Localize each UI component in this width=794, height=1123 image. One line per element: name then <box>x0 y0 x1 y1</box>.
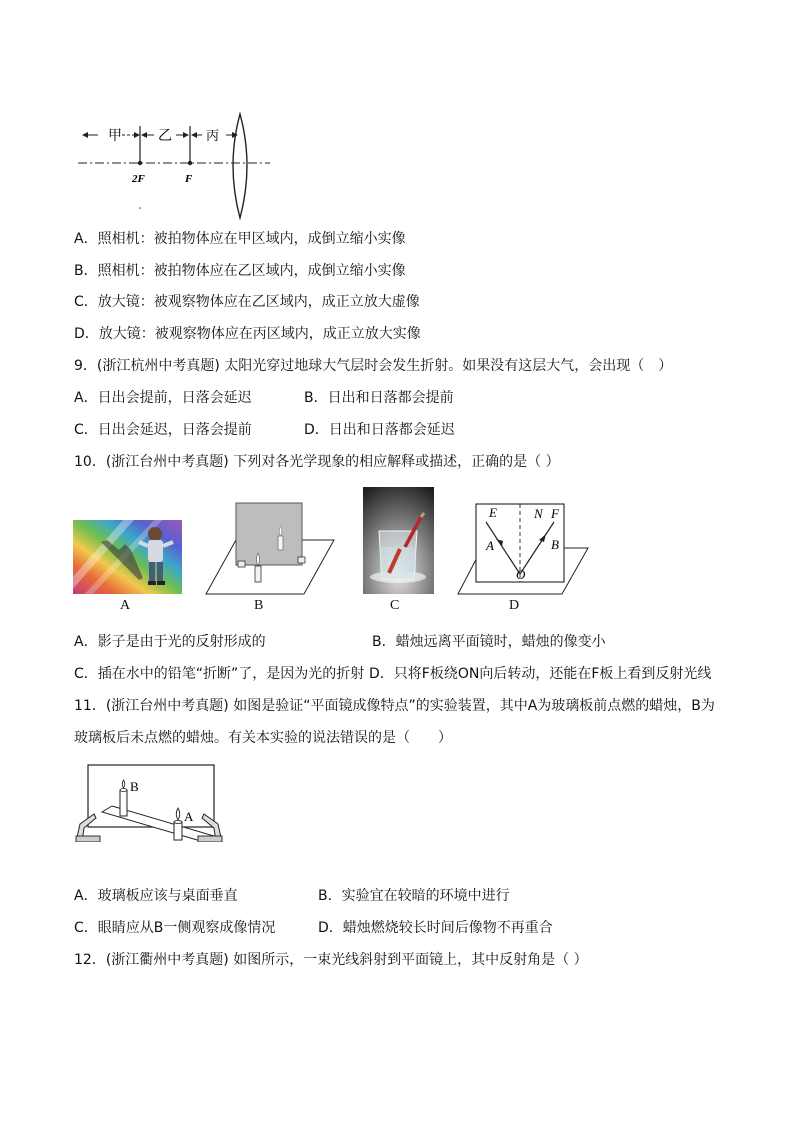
q9-option-b: B．日出和日落都会提前 <box>304 390 454 406</box>
label-e: E <box>489 505 497 520</box>
q11-option-c: C．眼睛应从B一侧观察成像情况 <box>74 920 276 936</box>
q8-option-c: C．放大镜：被观察物体应在乙区域内，成正立放大虚像 <box>74 294 420 310</box>
candle-a-label: A <box>184 809 194 824</box>
label-2f: 2F <box>132 173 145 185</box>
q11-stem-line1: 11．(浙江台州中考真题) 如图是验证“平面镜成像特点”的实验装置，其中A为玻璃板前点燃的蜡烛，B为 <box>74 698 715 714</box>
q9-option-c: C．日出会延迟，日落会提前 <box>74 422 252 438</box>
zone-bing-label: 丙 <box>206 128 220 143</box>
lens-zones-figure <box>74 112 274 222</box>
figure-b-caption: B <box>254 598 264 613</box>
figure-c-caption: C <box>390 598 400 613</box>
q8-option-d: D．放大镜：被观察物体应在丙区域内，成正立放大实像 <box>74 326 421 342</box>
q9-option-d: D．日出和日落都会延迟 <box>304 422 455 438</box>
label-b: B <box>551 537 559 552</box>
label-o: O <box>516 567 526 582</box>
figure-a-caption: A <box>120 598 131 613</box>
figure-b-mirror-candles <box>204 500 336 596</box>
label-f: F <box>185 173 193 185</box>
label-n: N <box>534 506 543 521</box>
figure-c-pencil-in-water-photo <box>363 487 434 594</box>
q9-option-a: A．日出会提前，日落会延迟 <box>74 390 252 406</box>
zone-yi-label: 乙 <box>158 129 172 144</box>
q10-option-d: D．只将F板绕ON向后转动，还能在F板上看到反射光线 <box>369 666 712 682</box>
label-f: F <box>551 506 559 521</box>
q11-option-a: A．玻璃板应该与桌面垂直 <box>74 888 238 904</box>
q10-option-b: B．蜡烛远离平面镜时，蜡烛的像变小 <box>372 634 606 650</box>
zone-jia-label: 甲 <box>108 129 122 144</box>
label-a: A <box>486 538 494 553</box>
q11-glass-plate-figure <box>74 762 224 842</box>
q9-stem: 9．(浙江杭州中考真题) 太阳光穿过地球大气层时会发生折射。如果没有这层大气，会出现（ ） <box>74 358 673 374</box>
q10-stem: 10．(浙江台州中考真题) 下列对各光学现象的相应解释或描述，正确的是（ ） <box>74 454 560 470</box>
figure-d-caption: D <box>509 598 520 613</box>
candle-b-label: B <box>130 779 139 794</box>
q10-option-c: C．插在水中的铅笔“折断”了，是因为光的折射 <box>74 666 365 682</box>
q10-option-a: A．影子是由于光的反射形成的 <box>74 634 266 650</box>
q8-option-a: A．照相机：被拍物体应在甲区域内，成倒立缩小实像 <box>74 231 406 247</box>
q8-option-b: B．照相机：被拍物体应在乙区域内，成倒立缩小实像 <box>74 263 406 279</box>
q11-option-b: B．实验宜在较暗的环境中进行 <box>318 888 510 904</box>
figure-a-shadow-photo <box>73 520 182 594</box>
q11-option-d: D．蜡烛燃烧较长时间后像物不再重合 <box>318 920 553 936</box>
q12-stem: 12．(浙江衢州中考真题) 如图所示，一束光线斜射到平面镜上，其中反射角是（ ） <box>74 952 588 968</box>
figure-d-reflection-boards <box>456 498 590 598</box>
q11-stem-line2: 玻璃板后未点燃的蜡烛。有关本实验的说法错误的是（ ） <box>74 730 452 746</box>
